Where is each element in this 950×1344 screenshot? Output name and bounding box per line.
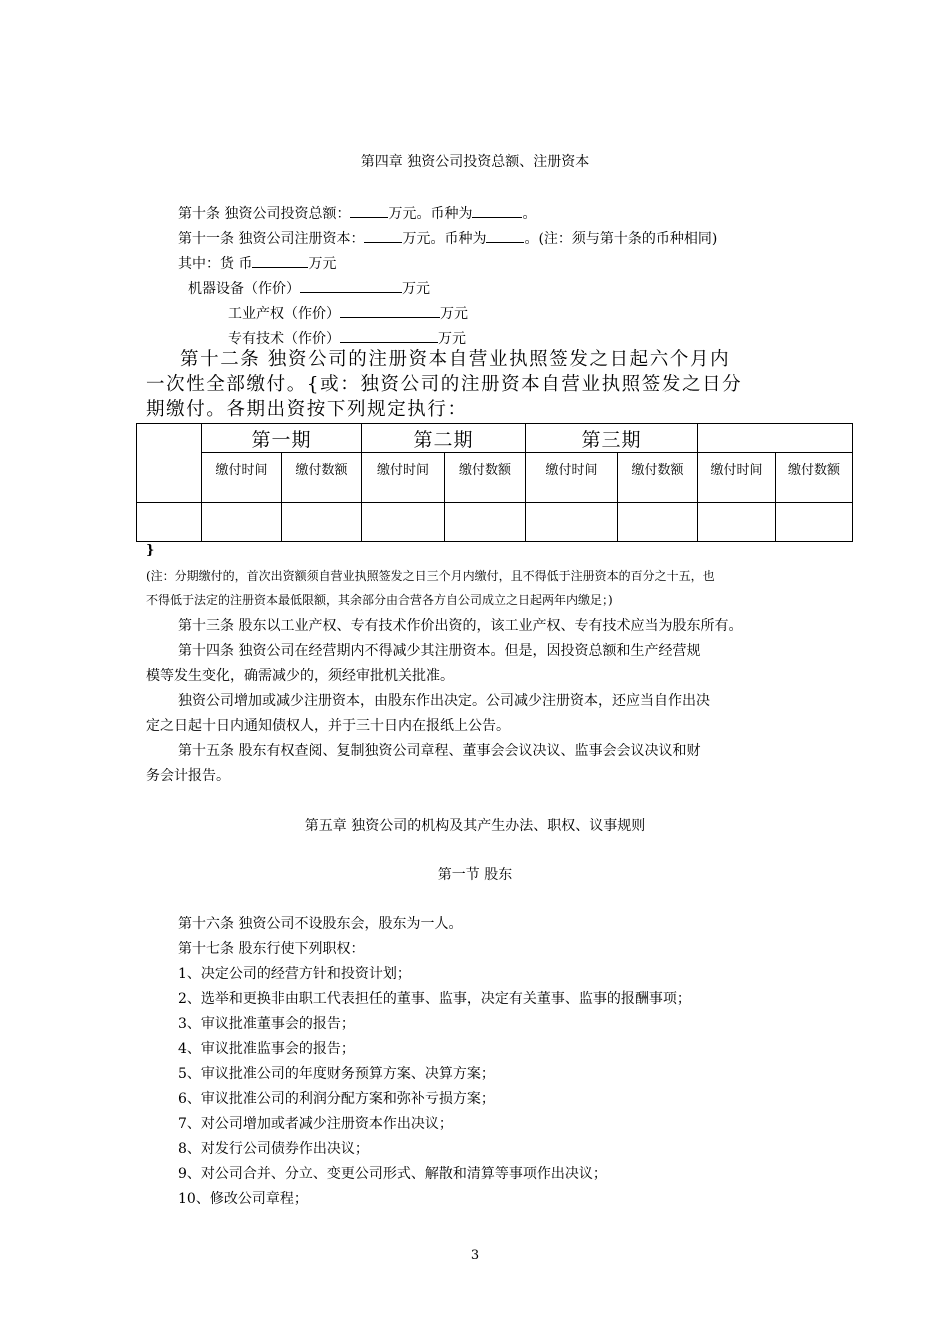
list-item: 4、审议批准监事会的报告； (178, 1041, 355, 1057)
table-cell[interactable] (698, 503, 776, 542)
tech-label: 专有技术（作价） (228, 331, 340, 347)
payment-time-header: 缴付时间 (526, 453, 618, 503)
article-15-line-2: 务会计报告。 (146, 768, 230, 784)
payment-time-header: 缴付时间 (202, 453, 282, 503)
period-1-header: 第一期 (202, 424, 362, 453)
table-cell[interactable] (776, 503, 853, 542)
industrial-label: 工业产权（作价） (228, 306, 340, 322)
chapter-4-title: 第四章 独资公司投资总额、注册资本 (360, 154, 590, 170)
capital-change-line-1: 独资公司增加或减少注册资本，由股东作出决定。公司减少注册资本，还应当自作出决 (178, 693, 710, 709)
capital-tech-line (228, 328, 466, 348)
table-subheader-row (137, 453, 853, 503)
payment-time-header: 缴付时间 (362, 453, 445, 503)
table-cell[interactable] (618, 503, 698, 542)
list-item: 8、对发行公司债券作出决议； (178, 1141, 369, 1157)
payment-amount-header: 缴付数额 (445, 453, 526, 503)
article-10-end: 。 (522, 206, 537, 222)
period-4-header (698, 424, 853, 453)
article-16: 第十六条 独资公司不设股东会，股东为一人。 (178, 916, 463, 932)
table-cell[interactable] (526, 503, 618, 542)
table-header-row (137, 424, 853, 453)
article-12-line-3: 期缴付。各期出资按下列规定执行： (146, 399, 468, 420)
installment-table (136, 423, 853, 542)
installment-note-line-1: (注：分期缴付的，首次出资额须自营业执照签发之日三个月内缴付，且不得低于注册资本的百分之十五，也 (146, 569, 715, 583)
article-11 (178, 228, 717, 248)
table-cell[interactable] (362, 503, 445, 542)
list-item: 2、选举和更换非由职工代表担任的董事、监事，决定有关董事、监事的报酬事项； (178, 991, 691, 1007)
cash-amount-blank[interactable] (252, 253, 308, 268)
tech-amount-blank[interactable] (340, 328, 438, 343)
period-3-header: 第三期 (526, 424, 698, 453)
list-item: 6、审议批准公司的利润分配方案和弥补亏损方案； (178, 1091, 495, 1107)
list-item: 10、修改公司章程； (178, 1191, 308, 1207)
currency-blank[interactable] (472, 203, 522, 218)
article-17: 第十七条 股东行使下列职权： (178, 941, 365, 957)
machine-label: 机器设备（作价） (188, 281, 300, 297)
table-cell[interactable] (202, 503, 282, 542)
article-11-unit: 万元。币种为 (402, 231, 487, 247)
article-12-line-1: 第十二条 独资公司的注册资本自营业执照签发之日起六个月内 (180, 349, 731, 370)
article-11-label: 第十一条 独资公司注册资本： (178, 231, 365, 247)
article-10-label: 第十条 独资公司投资总额： (178, 206, 351, 222)
article-12-line-2: 一次性全部缴付。{或：独资公司的注册资本自营业执照签发之日分 (146, 374, 743, 395)
article-10-unit: 万元。币种为 (388, 206, 473, 222)
list-item: 1、决定公司的经营方针和投资计划； (178, 966, 411, 982)
article-11-end: 。(注：须与第十条的币种相同) (524, 231, 718, 247)
article-15-line-1: 第十五条 股东有权查阅、复制独资公司章程、董事会会议决议、监事会会议决议和财 (178, 743, 701, 759)
payment-amount-header: 缴付数额 (282, 453, 362, 503)
payment-time-header: 缴付时间 (698, 453, 776, 503)
article-14-line-2: 模等发生变化，确需减少的，须经审批机关批准。 (146, 668, 454, 684)
table-corner-cell (137, 424, 202, 503)
capital-industrial-line (228, 303, 468, 323)
list-item: 3、审议批准董事会的报告； (178, 1016, 355, 1032)
registered-capital-blank[interactable] (364, 228, 402, 243)
machine-amount-blank[interactable] (300, 278, 402, 293)
table-cell[interactable] (137, 503, 202, 542)
table-cell[interactable] (445, 503, 526, 542)
cash-unit: 万元 (308, 256, 337, 272)
page-number: 3 (470, 1248, 480, 1263)
period-2-header: 第二期 (362, 424, 526, 453)
list-item: 7、对公司增加或者减少注册资本作出决议； (178, 1116, 453, 1132)
chapter-5-title: 第五章 独资公司的机构及其产生办法、职权、议事规则 (304, 818, 646, 834)
machine-unit: 万元 (402, 281, 430, 297)
capital-cash-line (178, 253, 336, 273)
cash-label: 其中：货 币 (178, 256, 253, 272)
currency-blank-2[interactable] (486, 228, 524, 243)
payment-amount-header: 缴付数额 (618, 453, 698, 503)
total-investment-blank[interactable] (350, 203, 388, 218)
installment-note-line-2: 不得低于法定的注册资本最低限额，其余部分由合营各方自公司成立之日起两年内缴足；) (146, 593, 613, 607)
article-13: 第十三条 股东以工业产权、专有技术作价出资的，该工业产权、专有技术应当为股东所有。 (178, 618, 743, 634)
table-row (137, 503, 853, 542)
capital-machine-line (188, 278, 430, 298)
industrial-amount-blank[interactable] (340, 303, 440, 318)
capital-change-line-2: 定之日起十日内通知债权人，并于三十日内在报纸上公告。 (146, 718, 510, 734)
tech-unit: 万元 (438, 331, 466, 347)
list-item: 9、对公司合并、分立、变更公司形式、解散和清算等事项作出决议； (178, 1166, 607, 1182)
table-cell[interactable] (282, 503, 362, 542)
payment-amount-header: 缴付数额 (776, 453, 853, 503)
list-item: 5、审议批准公司的年度财务预算方案、决算方案； (178, 1066, 495, 1082)
article-14-line-1: 第十四条 独资公司在经营期内不得减少其注册资本。但是，因投资总额和生产经营规 (178, 643, 701, 659)
industrial-unit: 万元 (440, 306, 468, 322)
closing-brace: } (146, 543, 155, 558)
article-10 (178, 203, 536, 223)
section-1-title: 第一节 股东 (437, 867, 513, 883)
